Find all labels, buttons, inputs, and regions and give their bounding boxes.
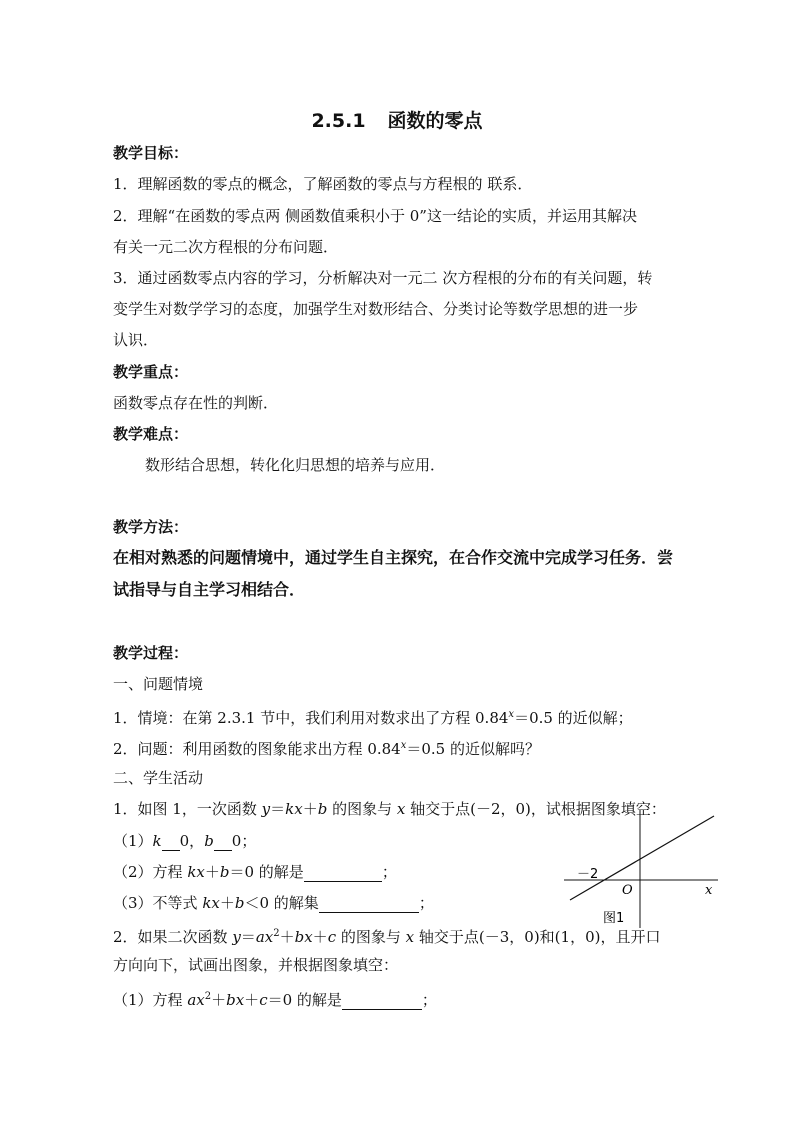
objective-1: 1．理解函数的零点的概念，了解函数的零点与方程根的 联系．	[113, 175, 533, 193]
objective-3-line2: 变学生对数学学习的态度，加强学生对数形结合、分类讨论等数学思想的进一步	[113, 300, 639, 318]
page-title	[0, 106, 794, 133]
method-line1: 在相对熟悉的问题情境中，通过学生自主探究，在合作交流中完成学习任务．尝	[113, 548, 674, 567]
title-text: 函数的零点	[387, 110, 483, 132]
objectives-heading: 教学目标：	[113, 144, 189, 162]
keypoint-heading: 教学重点：	[113, 363, 189, 381]
answer-blank[interactable]	[304, 866, 382, 882]
objective-2-line2: 有关一元二次方程根的分布问题．	[113, 238, 339, 256]
process-heading: 教学过程：	[113, 644, 189, 662]
q1-part2: （2）方程 kx＋b＝0 的解是 ；	[113, 863, 397, 881]
method-line2: 试指导与自主学习相结合．	[113, 580, 306, 599]
difficulty-heading: 教学难点：	[113, 425, 189, 443]
figure-1-graph	[560, 808, 726, 932]
q1-part3: （3）不等式 kx＋b＜0 的解集 ；	[113, 894, 434, 912]
keypoint-text: 函数零点存在性的判断．	[113, 394, 279, 412]
section-1-heading: 一、问题情境	[113, 675, 204, 693]
figure-caption: 图1	[603, 911, 625, 926]
q2-statement-line2: 方向向下，试画出图象，并根据图象填空：	[113, 956, 399, 974]
difficulty-text: 数形结合思想，转化化归思想的培养与应用．	[145, 456, 446, 474]
objective-2-line1: 2．理解“在函数的零点两 侧函数值乘积小于 0”这一结论的实质，并运用其解决	[113, 207, 637, 225]
method-heading: 教学方法：	[113, 518, 189, 536]
question-line: 2．问题：利用函数的图象能求出方程 $0.84^x=0.5$ 的近似解吗？	[113, 740, 540, 758]
q2-statement-line1: 2．如果二次函数 $y=ax^2+bx+c$ 的图象与 x 轴交于点(－3，0)和(1，0)，且开口	[113, 928, 661, 946]
answer-blank[interactable]	[319, 897, 419, 913]
answer-blank[interactable]	[342, 994, 422, 1010]
section-2-heading: 二、学生活动	[113, 769, 204, 787]
linear-function-line	[570, 816, 714, 900]
q1-statement: 1．如图 1，一次函数 y＝kx＋b 的图象与 x 轴交于点(－2，0)，试根据图象填空：	[113, 800, 666, 818]
label-neg-two: －2	[577, 867, 599, 882]
q1-part1: （1）k 0，b 0；	[113, 832, 257, 850]
answer-blank[interactable]	[214, 835, 232, 851]
answer-blank[interactable]	[162, 835, 180, 851]
label-x-axis: x	[705, 883, 713, 898]
objective-3-line1: 3．通过函数零点内容的学习，分析解决对一元二 次方程根的分布的有关问题，转	[113, 269, 653, 287]
q2-part1: （1）方程 $ax^2+bx+c=0$ 的解是 ；	[113, 991, 437, 1009]
title-number: 2.5.1	[311, 110, 366, 132]
objective-3-line3: 认识．	[113, 331, 159, 349]
label-origin: O	[622, 883, 633, 898]
situation-line: 1．情境：在第 2.3.1 节中，我们利用对数求出了方程 $0.84^x=0.5$ 的近似解；	[113, 709, 633, 727]
